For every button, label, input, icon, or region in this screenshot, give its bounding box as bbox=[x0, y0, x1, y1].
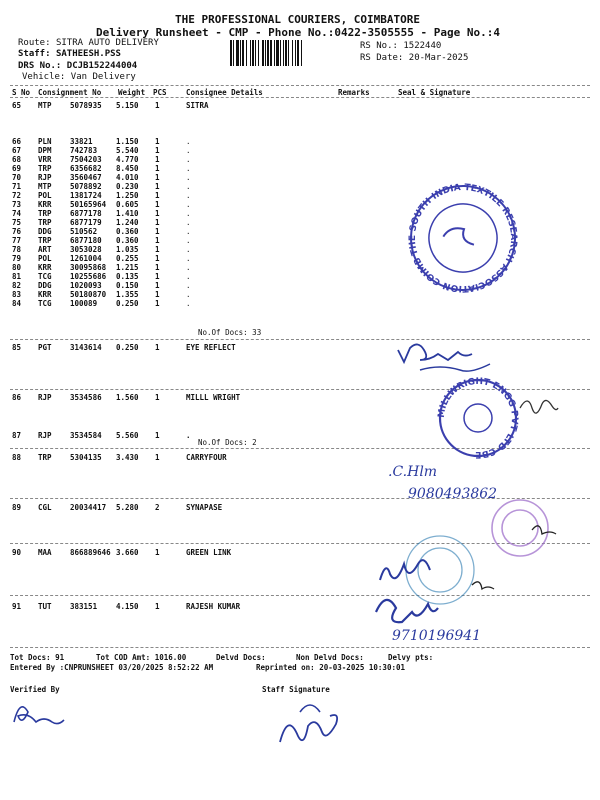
row-consignment-no: 6877179 bbox=[70, 218, 102, 227]
row-branch-code: CGL bbox=[38, 503, 52, 512]
row-sno: 80 bbox=[12, 263, 22, 272]
route-value: SITRA AUTO DELIVERY bbox=[55, 38, 159, 48]
row-weight: 0.135 bbox=[116, 272, 139, 281]
row-pcs: 1 bbox=[155, 393, 160, 402]
footer-tot-cod: Tot COD Amt: 1016.00 bbox=[96, 653, 187, 662]
row-consignment-no: 30095868 bbox=[70, 263, 107, 272]
signature-millwright-icon bbox=[520, 400, 558, 413]
row-branch-code: POL bbox=[38, 191, 52, 200]
row-weight: 1.035 bbox=[116, 245, 139, 254]
row-pcs: 2 bbox=[155, 503, 160, 512]
row-consignment-no: 20034417 bbox=[70, 503, 107, 512]
row-branch-code: TUT bbox=[38, 602, 52, 611]
row-sno: 77 bbox=[12, 236, 22, 245]
row-pcs: 1 bbox=[155, 209, 160, 218]
row-consignment-no: 6877178 bbox=[70, 209, 102, 218]
vehicle-label: Vehicle: bbox=[22, 72, 66, 82]
row-consignment-no: 10255686 bbox=[70, 272, 107, 281]
row-consignment-no: 3143614 bbox=[70, 343, 102, 352]
row-consignment-no: 866889646 bbox=[70, 548, 111, 557]
row-weight: 1.560 bbox=[116, 393, 139, 402]
row-weight: 0.230 bbox=[116, 182, 139, 191]
col-pcs: PCS bbox=[153, 88, 167, 97]
row-consignment-no: 6877180 bbox=[70, 236, 102, 245]
row-weight: 3.430 bbox=[116, 453, 139, 462]
row-pcs: 1 bbox=[155, 299, 160, 308]
row-sno: 82 bbox=[12, 281, 22, 290]
row-pcs: 1 bbox=[155, 272, 160, 281]
row-weight: 1.150 bbox=[116, 137, 139, 146]
row-sno: 74 bbox=[12, 209, 22, 218]
row-sno: 87 bbox=[12, 431, 22, 440]
svg-text:.C.Hlm: .C.Hlm bbox=[388, 464, 438, 480]
row-consignment-no: 33821 bbox=[70, 137, 93, 146]
row-sno: 88 bbox=[12, 453, 22, 462]
row-sno: 86 bbox=[12, 393, 22, 402]
staff-signature-label: Staff Signature bbox=[262, 685, 330, 694]
footer-tot-docs: Tot Docs: 91 bbox=[10, 653, 65, 662]
row-weight: 5.540 bbox=[116, 146, 139, 155]
row-sno: 66 bbox=[12, 137, 22, 146]
row-sno: 69 bbox=[12, 164, 22, 173]
row-consignee: . bbox=[186, 431, 191, 440]
row-branch-code: TRP bbox=[38, 164, 52, 173]
col-weight: Weight bbox=[118, 88, 146, 97]
row-branch-code: TRP bbox=[38, 218, 52, 227]
signature-staff-icon bbox=[280, 715, 337, 742]
row-sno: 65 bbox=[12, 101, 22, 110]
footer-entered-by: Entered By :CNPRUNSHEET 03/20/2025 8:52:22 AM bbox=[10, 663, 214, 672]
row-consignee: . bbox=[186, 137, 191, 146]
row-pcs: 1 bbox=[155, 245, 160, 254]
row-weight: 1.240 bbox=[116, 218, 139, 227]
row-consignee: . bbox=[186, 290, 191, 299]
row-sno: 84 bbox=[12, 299, 22, 308]
row-sno: 67 bbox=[12, 146, 22, 155]
row-pcs: 1 bbox=[155, 431, 160, 440]
row-pcs: 1 bbox=[155, 155, 160, 164]
row-consignment-no: 3534586 bbox=[70, 393, 102, 402]
row-weight: 1.355 bbox=[116, 290, 139, 299]
runsheet-title: Delivery Runsheet - CMP - Phone No.:0422-3505555 - Page No.:4 bbox=[96, 26, 500, 39]
row-branch-code: KRR bbox=[38, 290, 52, 299]
sitra-stamp-text: THE SOUTH INDIA TEXTILE RESEARCH ASSOCIATION COIMBATORE bbox=[407, 182, 519, 294]
svg-text:MILLWRIGHT ENGG PVT LTD CBE bbox=[437, 377, 519, 459]
row-consignment-no: 50180870 bbox=[70, 290, 107, 299]
row-pcs: 1 bbox=[155, 290, 160, 299]
row-pcs: 1 bbox=[155, 263, 160, 272]
row-consignee: . bbox=[186, 164, 191, 173]
row-consignment-no: 5078935 bbox=[70, 101, 102, 110]
row-consignee: . bbox=[186, 146, 191, 155]
verified-by-label: Verified By bbox=[10, 685, 60, 694]
row-sno: 78 bbox=[12, 245, 22, 254]
row-branch-code: TRP bbox=[38, 236, 52, 245]
row-pcs: 1 bbox=[155, 281, 160, 290]
row-consignment-no: 50165964 bbox=[70, 200, 107, 209]
handwritten-phone-carryfour: 9080493862 bbox=[408, 486, 498, 502]
row-consignee: . bbox=[186, 263, 191, 272]
row-consignee: GREEN LINK bbox=[186, 548, 232, 557]
row-weight: 0.150 bbox=[116, 281, 139, 290]
row-branch-code: TRP bbox=[38, 209, 52, 218]
row-consignee: . bbox=[186, 245, 191, 254]
row-consignee: SITRA bbox=[186, 101, 209, 110]
row-weight: 0.250 bbox=[116, 299, 139, 308]
footer-non-delvd: Non Delvd Docs: bbox=[296, 653, 364, 662]
row-branch-code: DDG bbox=[38, 227, 52, 236]
row-sno: 71 bbox=[12, 182, 22, 191]
row-branch-code: KRR bbox=[38, 200, 52, 209]
footer-reprinted: Reprinted on: 20-03-2025 10:30:01 bbox=[256, 663, 406, 672]
millwright-stamp-text: MILLWRIGHT ENGG PVT LTD CBE bbox=[436, 376, 520, 460]
signature-green-link-icon bbox=[380, 560, 430, 580]
col-consignment: Consignment No bbox=[38, 88, 102, 97]
row-pcs: 1 bbox=[155, 227, 160, 236]
row-consignee: . bbox=[186, 191, 191, 200]
row-pcs: 1 bbox=[155, 218, 160, 227]
drs-label: DRS No.: bbox=[18, 61, 62, 71]
row-consignee: . bbox=[186, 281, 191, 290]
row-sno: 79 bbox=[12, 254, 22, 263]
row-branch-code: TCG bbox=[38, 299, 52, 308]
row-sno: 73 bbox=[12, 200, 22, 209]
row-sno: 90 bbox=[12, 548, 22, 557]
row-weight: 4.010 bbox=[116, 173, 139, 182]
company-name: THE PROFESSIONAL COURIERS, COIMBATORE bbox=[175, 13, 421, 26]
row-consignment-no: 742783 bbox=[70, 146, 98, 155]
row-branch-code: DDG bbox=[38, 281, 52, 290]
row-consignment-no: 100089 bbox=[70, 299, 98, 308]
row-branch-code: MTP bbox=[38, 182, 52, 191]
row-consignee: . bbox=[186, 209, 191, 218]
row-consignee: . bbox=[186, 299, 191, 308]
row-weight: 1.250 bbox=[116, 191, 139, 200]
row-pcs: 1 bbox=[155, 164, 160, 173]
rs-no-label: RS No.: bbox=[360, 41, 398, 51]
row-sno: 83 bbox=[12, 290, 22, 299]
row-consignee: SYNAPASE bbox=[186, 503, 223, 512]
row-branch-code: VRR bbox=[38, 155, 52, 164]
row-pcs: 1 bbox=[155, 343, 160, 352]
footer-delvy-pts: Delvy pts: bbox=[388, 653, 434, 662]
row-consignment-no: 5078892 bbox=[70, 182, 102, 191]
row-pcs: 1 bbox=[155, 137, 160, 146]
handwritten-phone-rajesh: 9710196941 bbox=[392, 628, 482, 644]
row-branch-code: POL bbox=[38, 254, 52, 263]
row-branch-code: PGT bbox=[38, 343, 52, 352]
row-consignment-no: 3534584 bbox=[70, 431, 102, 440]
row-consignee: MILLL WRIGHT bbox=[186, 393, 241, 402]
row-weight: 5.150 bbox=[116, 101, 139, 110]
signature-verified-icon bbox=[14, 707, 64, 724]
row-consignment-no: 1020093 bbox=[70, 281, 102, 290]
row-weight: 5.560 bbox=[116, 431, 139, 440]
row-weight: 0.605 bbox=[116, 200, 139, 209]
row-sno: 70 bbox=[12, 173, 22, 182]
row-consignee: . bbox=[186, 227, 191, 236]
row-consignment-no: 510562 bbox=[70, 227, 98, 236]
row-weight: 3.660 bbox=[116, 548, 139, 557]
signature-rajesh-icon bbox=[376, 600, 438, 622]
row-pcs: 1 bbox=[155, 173, 160, 182]
row-branch-code: RJP bbox=[38, 431, 52, 440]
row-branch-code: DPM bbox=[38, 146, 52, 155]
row-pcs: 1 bbox=[155, 602, 160, 611]
row-consignment-no: 6356682 bbox=[70, 164, 102, 173]
rs-date-value: 20-Mar-2025 bbox=[408, 53, 469, 63]
rs-no-value: 1522440 bbox=[403, 41, 442, 51]
row-pcs: 1 bbox=[155, 453, 160, 462]
row-consignment-no: 7504203 bbox=[70, 155, 102, 164]
row-weight: 8.450 bbox=[116, 164, 139, 173]
row-consignment-no: 1381724 bbox=[70, 191, 102, 200]
row-branch-code: MTP bbox=[38, 101, 52, 110]
row-weight: 1.215 bbox=[116, 263, 139, 272]
row-branch-code: PLN bbox=[38, 137, 52, 146]
row-weight: 0.255 bbox=[116, 254, 139, 263]
row-consignment-no: 3053028 bbox=[70, 245, 102, 254]
row-sno: 76 bbox=[12, 227, 22, 236]
row-branch-code: RJP bbox=[38, 393, 52, 402]
col-remarks: Remarks bbox=[338, 88, 370, 97]
row-pcs: 1 bbox=[155, 254, 160, 263]
col-consignee: Consignee Details bbox=[186, 88, 263, 97]
row-weight: 1.410 bbox=[116, 209, 139, 218]
row-consignee: . bbox=[186, 272, 191, 281]
row-weight: 0.360 bbox=[116, 227, 139, 236]
row-consignee: . bbox=[186, 173, 191, 182]
signature-eye-reflect-icon bbox=[398, 344, 472, 362]
row-consignment-no: 5304135 bbox=[70, 453, 102, 462]
docs-count-group2: No.Of Docs: 2 bbox=[198, 438, 257, 447]
row-pcs: 1 bbox=[155, 182, 160, 191]
green-link-stamp-icon bbox=[406, 536, 474, 604]
docs-count-group1: No.Of Docs: 33 bbox=[198, 328, 262, 337]
row-branch-code: MAA bbox=[38, 548, 52, 557]
row-weight: 5.280 bbox=[116, 503, 139, 512]
route-label: Route: bbox=[18, 38, 51, 48]
row-weight: 4.770 bbox=[116, 155, 139, 164]
row-weight: 0.360 bbox=[116, 236, 139, 245]
row-weight: 0.250 bbox=[116, 343, 139, 352]
col-seal: Seal & Signature bbox=[398, 88, 471, 97]
row-pcs: 1 bbox=[155, 101, 160, 110]
row-consignment-no: 383151 bbox=[70, 602, 98, 611]
row-branch-code: TCG bbox=[38, 272, 52, 281]
row-branch-code: ART bbox=[38, 245, 52, 254]
row-branch-code: RJP bbox=[38, 173, 52, 182]
vehicle-value: Van Delivery bbox=[70, 72, 136, 82]
row-sno: 85 bbox=[12, 343, 22, 352]
row-consignee: . bbox=[186, 254, 191, 263]
footer-delvd: Delvd Docs: bbox=[216, 653, 266, 662]
col-sno: S No bbox=[12, 88, 31, 97]
staff-label: Staff: bbox=[18, 49, 51, 59]
row-branch-code: TRP bbox=[38, 453, 52, 462]
row-sno: 91 bbox=[12, 602, 22, 611]
row-consignee: RAJESH KUMAR bbox=[186, 602, 241, 611]
row-pcs: 1 bbox=[155, 191, 160, 200]
millwright-stamp-icon bbox=[437, 377, 519, 459]
row-consignee: . bbox=[186, 200, 191, 209]
row-consignee: . bbox=[186, 218, 191, 227]
row-pcs: 1 bbox=[155, 548, 160, 557]
synapase-stamp-icon bbox=[492, 500, 548, 556]
row-sno: 75 bbox=[12, 218, 22, 227]
rs-date-label: RS Date: bbox=[360, 53, 404, 63]
staff-value: SATHEESH.PSS bbox=[55, 49, 121, 59]
row-sno: 81 bbox=[12, 272, 22, 281]
row-sno: 89 bbox=[12, 503, 22, 512]
row-consignee: CARRYFOUR bbox=[186, 453, 227, 462]
row-consignment-no: 3560467 bbox=[70, 173, 102, 182]
row-weight: 4.150 bbox=[116, 602, 139, 611]
row-consignee: EYE REFLECT bbox=[186, 343, 236, 352]
row-sno: 72 bbox=[12, 191, 22, 200]
row-consignment-no: 1261004 bbox=[70, 254, 102, 263]
drs-value: DCJB152244004 bbox=[66, 61, 138, 71]
row-branch-code: KRR bbox=[38, 263, 52, 272]
row-pcs: 1 bbox=[155, 236, 160, 245]
row-pcs: 1 bbox=[155, 200, 160, 209]
row-consignee: . bbox=[186, 155, 191, 164]
row-consignee: . bbox=[186, 182, 191, 191]
row-sno: 68 bbox=[12, 155, 22, 164]
row-pcs: 1 bbox=[155, 146, 160, 155]
row-consignee: . bbox=[186, 236, 191, 245]
